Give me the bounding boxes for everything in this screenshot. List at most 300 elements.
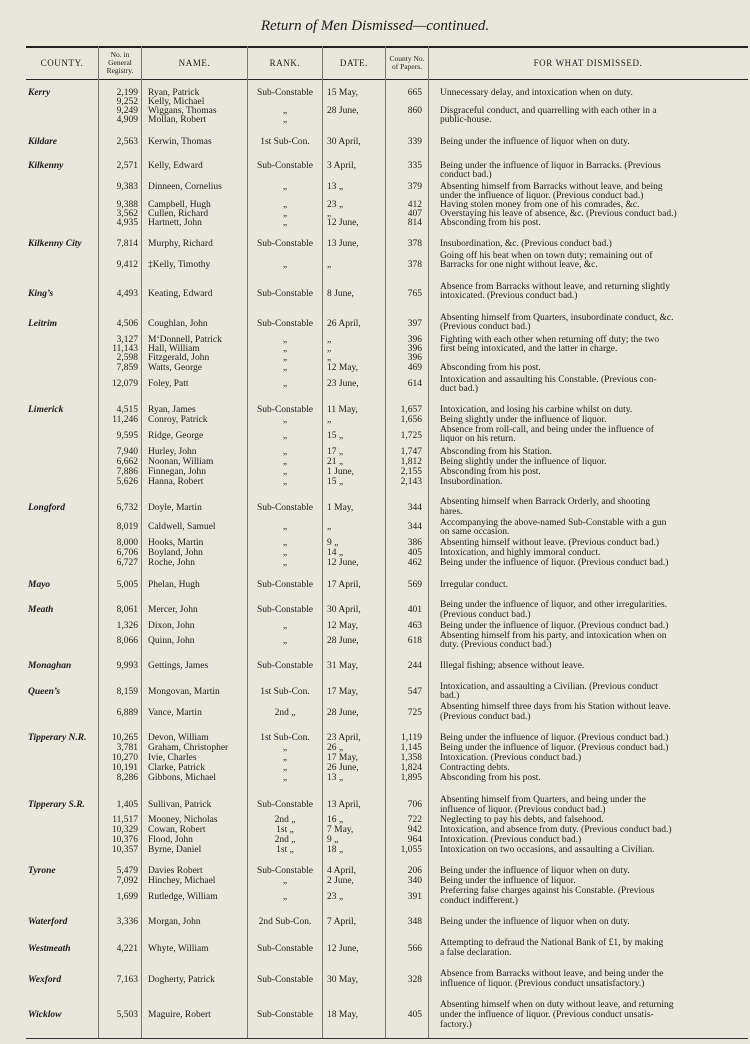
cell-date: „	[327, 209, 332, 219]
cell-name: Kelly, Edward	[148, 161, 203, 171]
cell-rank: „	[282, 773, 288, 783]
cell-reason: Absenting himself without leave. (Previous conduct bad.)	[440, 538, 659, 548]
cell-date: 21 „	[327, 457, 344, 467]
cell-rank: Sub-Constable	[257, 88, 313, 98]
cell-rank: „	[282, 467, 288, 477]
cell-reg: 4,221	[116, 944, 138, 954]
cell-name: Whyte, William	[148, 944, 209, 954]
cell-papers: 469	[407, 363, 422, 373]
cell-reason: Being under the influence of liquor. (Previous conduct bad.)	[440, 733, 669, 743]
cell-date: 9 „	[327, 835, 339, 845]
cell-reg: 9,595	[116, 431, 138, 441]
cell-reg: 3,562	[116, 209, 138, 219]
cell-papers: 618	[407, 636, 422, 646]
cell-name: Cowan, Robert	[148, 825, 206, 835]
cell-name: Mongovan, Martin	[148, 687, 220, 697]
cell-reg: 11,517	[112, 815, 138, 825]
cell-date: 23 June,	[327, 379, 359, 389]
cell-name: Conroy, Patrick	[148, 415, 208, 425]
cell-rank: Sub-Constable	[257, 975, 313, 985]
cell-reason: public-house.	[440, 115, 492, 125]
cell-rank: Sub-Constable	[257, 605, 313, 615]
cell-papers: 407	[407, 209, 422, 219]
cell-reg: 1,405	[116, 800, 138, 810]
cell-reg: 6,732	[116, 503, 138, 513]
cell-rank: Sub-Constable	[257, 944, 313, 954]
cell-rank: 1st „	[276, 825, 294, 835]
cell-reg: 9,249	[116, 106, 138, 116]
cell-date: „	[327, 522, 332, 532]
cell-date: 17 „	[327, 447, 344, 457]
cell-reason: Having stolen money from one of his comrades, &c.	[440, 200, 640, 210]
cell-papers: 1,812	[400, 457, 422, 467]
cell-date: 17 May,	[327, 753, 359, 763]
cell-papers: 244	[407, 661, 422, 671]
cell-name: Quinn, John	[148, 636, 195, 646]
cell-date: 17 April,	[327, 580, 361, 590]
cell-rank: Sub-Constable	[257, 661, 313, 671]
cell-reg: 6,727	[116, 558, 138, 568]
cell-reg: 5,503	[116, 1010, 138, 1020]
cell-date: 17 May,	[327, 687, 359, 697]
cell-reg: 10,265	[111, 733, 138, 743]
cell-reason: Being slightly under the influence of liquor.	[440, 457, 607, 467]
cell-rank: 1st Sub-Con.	[260, 137, 310, 147]
cell-reason: Absconding from his Station.	[440, 447, 552, 457]
cell-reason: Absconding from his post.	[440, 773, 541, 783]
header-rank: RANK.	[269, 58, 301, 68]
cell-papers: 463	[407, 621, 422, 631]
cell-date: 14 „	[327, 548, 344, 558]
cell-reason: Unnecessary delay, and intoxication when on duty.	[440, 88, 633, 98]
cell-name: Morgan, John	[148, 917, 201, 927]
cell-rank: „	[282, 763, 288, 773]
cell-name: Hooks, Martin	[148, 538, 204, 548]
cell-date: 12 May,	[327, 363, 359, 373]
cell-rank: „	[282, 115, 288, 125]
cell-rank: „	[282, 353, 288, 363]
cell-name: Finnegan, John	[148, 467, 207, 477]
cell-date: 26 „	[327, 743, 344, 753]
cell-papers: 566	[407, 944, 422, 954]
cell-rank: Sub-Constable	[257, 866, 313, 876]
cell-reason: Intoxication. (Previous conduct bad.)	[440, 753, 582, 763]
cell-county: Wicklow	[28, 1010, 62, 1020]
cell-reg: 2,563	[116, 137, 138, 147]
cell-date: 15 „	[327, 477, 344, 487]
cell-date: 23 April,	[327, 733, 361, 743]
cell-papers: 340	[407, 876, 422, 886]
cell-name: Ivie, Charles	[148, 753, 197, 763]
cell-name: Hartnett, John	[148, 218, 202, 228]
cell-reason: Going off his beat when on town duty; remaining out of	[440, 251, 653, 261]
cell-rank: „	[282, 335, 288, 345]
cell-reg: 7,886	[116, 467, 138, 477]
cell-county: Kildare	[28, 137, 58, 147]
cell-papers: 665	[407, 88, 422, 98]
cell-date: 1 May,	[327, 503, 354, 513]
cell-reason: Intoxication, and absence from duty. (Previous conduct bad.)	[440, 825, 672, 835]
page-title: Return of Men Dismissed—continued.	[260, 18, 490, 34]
cell-county: Kilkenny City	[28, 239, 82, 249]
cell-name: Hinchey, Michael	[148, 876, 216, 886]
cell-reason: bad.)	[440, 691, 460, 701]
cell-county: Wexford	[28, 975, 62, 985]
cell-county: Queen’s	[28, 687, 61, 697]
cell-name: Wiggans, Thomas	[148, 106, 217, 116]
cell-reg: 7,092	[116, 876, 138, 886]
cell-date: 4 April,	[327, 866, 357, 876]
cell-reason: Disgraceful conduct, and quarrelling with each other in a	[440, 106, 657, 116]
cell-name: Vance, Martin	[148, 708, 202, 718]
cell-reason: (Previous conduct bad.)	[440, 712, 531, 722]
cell-rank: Sub-Constable	[257, 289, 313, 299]
cell-reason: conduct bad.)	[440, 170, 492, 180]
cell-date: 26 April,	[327, 319, 361, 329]
cell-name: Fitzgerald, John	[148, 353, 210, 363]
cell-date: 31 May,	[327, 661, 359, 671]
cell-name: Roche, John	[148, 558, 195, 568]
cell-reg: 9,993	[116, 661, 138, 671]
cell-reason: Being under the influence of liquor when on duty.	[440, 137, 630, 147]
cell-papers: 569	[407, 580, 422, 590]
cell-reg: 8,066	[116, 636, 138, 646]
cell-rank: 2nd „	[274, 815, 296, 825]
cell-reg: 11,143	[112, 344, 138, 354]
cell-county: Longford	[28, 503, 65, 513]
cell-rank: „	[282, 477, 288, 487]
cell-reason: Preferring false charges against his Constable. (Previous	[440, 886, 655, 896]
cell-date: 3 April,	[327, 161, 357, 171]
cell-rank: „	[282, 636, 288, 646]
cell-date: 15 „	[327, 431, 344, 441]
cell-reg: 7,859	[116, 363, 138, 373]
cell-name: Cullen, Richard	[148, 209, 209, 219]
cell-reason: Accompanying the above-named Sub-Constable with a gun	[440, 518, 667, 528]
cell-date: 12 June,	[327, 944, 359, 954]
cell-papers: 1,747	[400, 447, 422, 457]
cell-name: Devon, William	[148, 733, 209, 743]
cell-reg: 3,127	[116, 335, 138, 345]
cell-date: 2 June,	[327, 876, 354, 886]
cell-date: 13 April,	[327, 800, 361, 810]
cell-date: 8 June,	[327, 289, 354, 299]
cell-date: 7 May,	[327, 825, 354, 835]
cell-reason: Absconding from his post.	[440, 467, 541, 477]
cell-date: „	[327, 260, 332, 270]
cell-reason: Absenting himself when Barrack Orderly, and shooting	[440, 497, 651, 507]
cell-name: Davies Robert	[148, 866, 203, 876]
cell-reg: 6,889	[116, 708, 138, 718]
cell-reg: 9,388	[116, 200, 138, 210]
cell-reg: 11,246	[112, 415, 138, 425]
cell-date: 18 May,	[327, 1010, 359, 1020]
cell-reason: Being under the influence of liquor.	[440, 876, 576, 886]
cell-papers: 2,143	[400, 477, 422, 487]
cell-date: 30 May,	[327, 975, 359, 985]
cell-reg: 9,383	[116, 182, 138, 192]
cell-papers: 405	[407, 1010, 422, 1020]
cell-reason: Being under the influence of liquor in Barracks. (Previous	[440, 161, 661, 171]
cell-papers: 339	[407, 137, 422, 147]
cell-reason: Being under the influence of liquor. (Previous conduct bad.)	[440, 621, 669, 631]
cell-reg: 10,376	[111, 835, 138, 845]
cell-papers: 462	[407, 558, 422, 568]
cell-name: Mooney, Nicholas	[148, 815, 218, 825]
cell-rank: „	[282, 182, 288, 192]
cell-rank: „	[282, 344, 288, 354]
cell-date: 9 „	[327, 538, 339, 548]
cell-reason: Illegal fishing; absence without leave.	[440, 661, 585, 671]
cell-reason: Attempting to defraud the National Bank of £1, by making	[440, 938, 664, 948]
cell-name: Foley, Patt	[148, 379, 189, 389]
cell-name: Caldwell, Samuel	[148, 522, 216, 532]
cell-name: Murphy, Richard	[148, 239, 213, 249]
cell-reg: 8,286	[116, 773, 138, 783]
cell-reason: a false declaration.	[440, 948, 512, 958]
cell-rank: Sub-Constable	[257, 161, 313, 171]
cell-reg: 2,571	[116, 161, 138, 171]
cell-reason: on same occasion.	[440, 527, 510, 537]
cell-papers: 1,824	[400, 763, 422, 773]
cell-reason: Absenting himself from Quarters, and being under the	[440, 795, 646, 805]
cell-reg: 7,940	[116, 447, 138, 457]
cell-reg: 2,199	[116, 88, 138, 98]
cell-reg: 10,357	[111, 845, 138, 855]
cell-date: 30 April,	[327, 605, 361, 615]
cell-date: 16 „	[327, 815, 344, 825]
cell-name: Ridge, George	[148, 431, 204, 441]
cell-reason: Absence from Barracks without leave, and returning slightly	[440, 282, 671, 292]
cell-rank: „	[282, 218, 288, 228]
cell-reg: 8,159	[116, 687, 138, 697]
cell-papers: 379	[407, 182, 422, 192]
cell-rank: „	[282, 548, 288, 558]
cell-reason: duty. (Previous conduct bad.)	[440, 640, 552, 650]
cell-name: Dinneen, Cornelius	[148, 182, 222, 192]
cell-papers: 614	[407, 379, 422, 389]
cell-reason: factory.)	[440, 1020, 472, 1030]
cell-papers: 547	[407, 687, 422, 697]
cell-papers: 1,895	[400, 773, 422, 783]
cell-county: Waterford	[28, 917, 68, 927]
cell-papers: 1,145	[400, 743, 422, 753]
cell-reason: Intoxication on two occasions, and assaulting a Civilian.	[440, 845, 655, 855]
cell-papers: 1,657	[400, 405, 422, 415]
cell-reason: Being under the influence of liquor when on duty.	[440, 866, 630, 876]
cell-reason: Being under the influence of liquor. (Previous conduct bad.)	[440, 558, 669, 568]
cell-reason: influence of liquor. (Previous conduct unsatisfactory.)	[440, 979, 645, 989]
cell-rank: „	[282, 522, 288, 532]
cell-date: 13 „	[327, 773, 344, 783]
cell-name: Gettings, James	[148, 661, 209, 671]
cell-reg: 5,626	[116, 477, 138, 487]
cell-name: Hanna, Robert	[148, 477, 204, 487]
cell-reg: 6,662	[116, 457, 138, 467]
cell-papers: 1,119	[400, 733, 422, 743]
cell-date: „	[327, 344, 332, 354]
cell-date: 12 June,	[327, 558, 359, 568]
cell-date: 30 April,	[327, 137, 361, 147]
cell-county: Leitrim	[28, 319, 58, 329]
cell-reg: 4,493	[116, 289, 138, 299]
cell-name: Phelan, Hugh	[148, 580, 200, 590]
cell-name: Rutledge, William	[148, 892, 218, 902]
cell-reason: duct bad.)	[440, 384, 478, 394]
cell-reason: Insubordination, &c. (Previous conduct bad.)	[440, 239, 612, 249]
cell-reason: Absenting himself from Quarters, insubordinate conduct, &c.	[440, 313, 674, 323]
cell-reason: (Previous conduct bad.)	[440, 322, 531, 332]
cell-name: Kerwin, Thomas	[148, 137, 212, 147]
cell-reason: Contracting debts.	[440, 763, 510, 773]
cell-reason: Irregular conduct.	[440, 580, 509, 590]
cell-rank: 1st „	[276, 845, 294, 855]
cell-reg: 9,252	[116, 97, 138, 107]
cell-reason: influence of liquor. (Previous conduct bad.)	[440, 805, 606, 815]
cell-date: 13 June,	[327, 239, 359, 249]
cell-rank: Sub-Constable	[257, 1010, 313, 1020]
header-bottom-rule	[26, 79, 748, 80]
cell-reg: 1,326	[116, 621, 138, 631]
cell-reason: Neglecting to pay his debts, and falsehood.	[440, 815, 604, 825]
cell-rank: „	[282, 892, 288, 902]
cell-papers: 860	[407, 106, 422, 116]
cell-papers: 335	[407, 161, 422, 171]
cell-reason: conduct indifferent.)	[440, 896, 518, 906]
cell-papers: 1,358	[400, 753, 422, 763]
cell-papers: 814	[407, 218, 422, 228]
cell-rank: „	[282, 621, 288, 631]
cell-reg: 10,329	[111, 825, 138, 835]
cell-rank: 2nd „	[274, 835, 296, 845]
cell-reg: 4,515	[116, 405, 138, 415]
cell-rank: „	[282, 379, 288, 389]
cell-reason: hares.	[440, 507, 463, 517]
cell-papers: 412	[407, 200, 422, 210]
cell-rank: „	[282, 753, 288, 763]
cell-rank: Sub-Constable	[257, 239, 313, 249]
cell-reason: Absenting himself from his party, and intoxication when on	[440, 631, 667, 641]
cell-rank: 1st Sub-Con.	[260, 733, 310, 743]
cell-reason: Being under the influence of liquor, and other irregularities.	[440, 600, 668, 610]
cell-reason: liquor on his return.	[440, 434, 516, 444]
cell-papers: 396	[407, 344, 422, 354]
cell-reg: 5,005	[116, 580, 138, 590]
cell-reason: Intoxication, and highly immoral conduct.	[440, 548, 601, 558]
cell-name: Byrne, Daniel	[148, 845, 202, 855]
cell-name: Mollan, Robert	[148, 115, 207, 125]
cell-rank: 2nd „	[274, 708, 296, 718]
cell-rank: „	[282, 209, 288, 219]
header-name: NAME.	[178, 58, 211, 68]
cell-reason: Being under the influence of liquor when on duty.	[440, 917, 630, 927]
header-county: COUNTY.	[40, 58, 84, 68]
cell-rank: „	[282, 876, 288, 886]
cell-county: Meath	[28, 605, 54, 615]
cell-reason: Being under the influence of liquor. (Previous conduct bad.)	[440, 743, 669, 753]
cell-rank: „	[282, 200, 288, 210]
cell-name: Watts, George	[148, 363, 202, 373]
cell-reg: 10,191	[111, 763, 138, 773]
cell-reg: 4,935	[116, 218, 138, 228]
cell-reg: 2,598	[116, 353, 138, 363]
cell-reg: 8,000	[116, 538, 138, 548]
cell-date: 28 June,	[327, 708, 359, 718]
cell-rank: 2nd Sub-Con.	[258, 917, 312, 927]
cell-reason: Absconding from his post.	[440, 363, 541, 373]
cell-county: Kerry	[28, 88, 51, 98]
cell-name: Graham, Christopher	[148, 743, 229, 753]
cell-date: 23 „	[327, 200, 344, 210]
cell-name: Ryan, James	[148, 405, 196, 415]
cell-reg: 12,079	[111, 379, 138, 389]
cell-papers: 378	[407, 260, 422, 270]
header-reason: FOR WHAT DISMISSED.	[533, 58, 643, 68]
cell-name: Maguire, Robert	[148, 1010, 211, 1020]
header-papers: County No. of Papers.	[389, 54, 425, 71]
cell-papers: 348	[407, 917, 422, 927]
cell-date: 28 June,	[327, 636, 359, 646]
cell-rank: „	[282, 558, 288, 568]
cell-rank: „	[282, 363, 288, 373]
cell-county: King’s	[28, 289, 54, 299]
cell-name: Sullivan, Patrick	[148, 800, 212, 810]
cell-name: Mercer, John	[148, 605, 198, 615]
cell-date: 11 May,	[327, 405, 358, 415]
cell-date: 26 June,	[327, 763, 359, 773]
cell-papers: 206	[407, 866, 422, 876]
cell-papers: 722	[407, 815, 422, 825]
cell-name: Campbell, Hugh	[148, 200, 211, 210]
cell-papers: 401	[407, 605, 422, 615]
cell-rank: Sub-Constable	[257, 800, 313, 810]
cell-reason: Absence from roll-call, and being under the influence of	[440, 425, 654, 435]
cell-rank: Sub-Constable	[257, 503, 313, 513]
cell-reg: 5,479	[116, 866, 138, 876]
cell-rank: 1st Sub-Con.	[260, 687, 310, 697]
cell-reg: 10,270	[111, 753, 138, 763]
cell-name: M‘Donnell, Patrick	[148, 335, 222, 345]
cell-rank: Sub-Constable	[257, 405, 313, 415]
cell-papers: 725	[407, 708, 422, 718]
cell-reason: Absence from Barracks without leave, and being under the	[440, 969, 664, 979]
cell-reg: 6,706	[116, 548, 138, 558]
header-date: DATE.	[339, 58, 369, 68]
cell-papers: 1,055	[400, 845, 422, 855]
cell-date: 7 April,	[327, 917, 357, 927]
cell-rank: „	[282, 260, 288, 270]
cell-rank: „	[282, 538, 288, 548]
cell-papers: 396	[407, 353, 422, 363]
cell-date: 1 June,	[327, 467, 354, 477]
cell-reason: under the influence of liquor. (Previous conduct unsatis-	[440, 1010, 654, 1020]
cell-reg: 3,781	[116, 743, 138, 753]
cell-papers: 765	[407, 289, 422, 299]
cell-county: Limerick	[28, 405, 64, 415]
cell-date: 23 „	[327, 892, 344, 902]
cell-date: „	[327, 353, 332, 363]
table-bottom-rule	[26, 1038, 748, 1039]
cell-name: Keating, Edward	[148, 289, 213, 299]
cell-rank: „	[282, 106, 288, 116]
cell-papers: 344	[407, 503, 422, 513]
cell-papers: 964	[407, 835, 422, 845]
cell-papers: 2,155	[400, 467, 422, 477]
cell-name: ‡Kelly, Timothy	[148, 260, 211, 270]
cell-reg: 4,909	[116, 115, 138, 125]
cell-papers: 328	[407, 975, 422, 985]
column-divider	[322, 46, 323, 1038]
